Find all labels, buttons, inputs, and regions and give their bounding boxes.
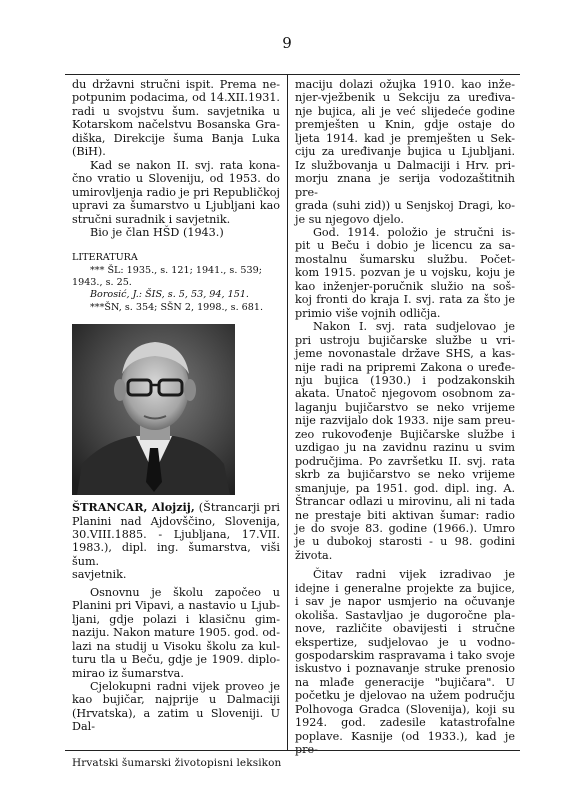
text-line: ciju za uređivanje bujica u Ljubljani. [295, 145, 515, 159]
text-line: okoliša. Sastavljao je dugoročne pla- [295, 608, 515, 622]
text-line: 30.VIII.1885. - Ljubljana, 17.VII. [72, 527, 280, 541]
text-line: laganju bujičarstvo se neko vrijeme [295, 400, 515, 414]
text-line: jeme novonastale države SHS, a kas- [295, 347, 515, 361]
text-line: njer-vježbenik u Sekciju za uređiva- [295, 91, 515, 105]
right-column [295, 78, 515, 757]
text-line: savjetnik. [72, 568, 127, 582]
text-line: morju znana je serija vodozaštitnih pre- [295, 172, 515, 199]
text-line: mostalnu šumarsku službu. Počet- [295, 252, 515, 266]
text-line: poplave. Kasnije (od 1933.), kad je pre- [295, 729, 515, 757]
text-line: (Hrvatska), a zatim u Sloveniji. U Dal- [72, 706, 280, 734]
text-line: Planini pri Vipavi, a nastavio u Ljub- [72, 599, 280, 613]
literature-item: *** ŠL: 1935., s. 121; 1941., s. 539; [90, 264, 262, 276]
text-line: diška, Direkcije šuma Banja Luka [72, 131, 280, 145]
text-line: nove, različite obavijesti i stručne [295, 622, 515, 636]
text-line: Iz službovanja u Dalmaciji i Hrv. pri- [295, 158, 515, 172]
paragraph [295, 320, 515, 562]
text-line: kao inženjer-poručnik služio na soš- [295, 279, 515, 293]
text-line: Kotarskom načelstvu Bosanska Gra- [72, 118, 280, 132]
text-line: Planini nad Ajdovščino, Slovenija, [72, 514, 280, 528]
text-line: pri ustroju bujičarske službe u vri- [295, 333, 515, 347]
text-line: 1924. god. zadesile katastrofalne [295, 716, 515, 730]
text-line: života. [295, 548, 333, 562]
text-line: kao bujičar, najprije u Dalmaciji [72, 693, 280, 707]
text-line: akata. Unatoč njegovom osobnom za- [295, 387, 515, 401]
text-line: Nakon I. svj. rata sudjelovao je [313, 320, 515, 334]
text-line: smanjuje, pa 1951. god. dipl. ing. A. [295, 481, 515, 495]
bottom-rule [65, 750, 520, 751]
entry-header-line [72, 501, 280, 514]
text-line: upravi za šumarstvo u Ljubljani kao [72, 199, 280, 213]
portrait-photo [72, 324, 235, 495]
text-line: ljeta 1914. kad je premješten u Sek- [295, 131, 515, 145]
literature-heading: LITERATURA [72, 252, 138, 264]
text-line: je u dubokoj starosti - u 98. godini [295, 535, 515, 549]
entry-name: ŠTRANCAR, Alojzij, [72, 500, 195, 515]
text-line: i sav je napor usmjerio na očuvanje [295, 595, 515, 609]
text-line: radi u svojstvu šum. savjetnika u [72, 104, 280, 118]
text-line: grada (suhi zid)) u Senjskoj Dragi, ko- [295, 199, 515, 213]
text-line: maciju dolazi ožujka 1910. kao inže- [295, 78, 515, 91]
text-line: gospodarskim raspravama i tako svoje [295, 649, 515, 663]
text-line: ne prestaje biti aktivan šumar: radio [295, 508, 515, 522]
page-number: 9 [282, 34, 292, 52]
text-line: na mlađe generacije "bujičara". U [295, 675, 515, 689]
paragraph [295, 226, 515, 320]
footer-title: Hrvatski šumarski životopisni leksikon [72, 757, 282, 769]
literature-list [72, 265, 280, 314]
text-line: nije radi na pripremi Zakona o uređe- [295, 360, 515, 374]
text-line: mirao iz šumarstva. [72, 666, 184, 680]
text-line: naziju. Nakon mature 1905. god. od- [72, 626, 280, 640]
text-line: turu tla u Beču, gdje je 1909. diplo- [72, 653, 280, 667]
text-line: koj fronti do kraja I. svj. rata za što je [295, 293, 515, 307]
text-line: nije razvijalo dok 1933. nije sam preu- [295, 414, 515, 428]
literature-item: ***ŠN, s. 354; SŠN 2, 1998., s. 681. [90, 301, 264, 313]
text-line: područjima. Po završetku II. svj. rata [295, 454, 515, 468]
text-line: zeo rukovođenje Bujičarske službe i [295, 427, 515, 441]
text-line: Štrancar odlazi u mirovinu, ali ni tada [295, 495, 515, 509]
text-line: Bio je član HŠD (1943.) [90, 225, 224, 239]
text-line: skrb za bujičarstvo se neko vrijeme [295, 468, 515, 482]
paragraph [72, 78, 280, 159]
left-column [72, 78, 280, 734]
entry-header [72, 501, 280, 582]
literature-item: Borosić, J.: ŠIS, s. 5, 53, 94, 151. [90, 289, 249, 301]
text-line: du državni stručni ispit. Prema ne- [72, 78, 280, 91]
paragraph [72, 159, 280, 226]
text-line: nje bujica, ali je već slijedeće godine [295, 104, 515, 118]
text-line: ekspertize, sudjelovao je u vodno- [295, 635, 515, 649]
text-line: Polhovoga Gradca (Slovenija), koji su [295, 702, 515, 716]
column-divider [287, 74, 288, 750]
text-line: 1983.), dipl. ing. šumarstva, viši šum. [72, 541, 280, 568]
text-line: Osnovnu je školu započeo u [90, 585, 280, 599]
text-line: nju bujica (1930.) i podzakonskih [295, 373, 515, 387]
text-line: uzdigao ju na zavidnu razinu u svim [295, 441, 515, 455]
text-line: stručni suradnik i savjetnik. [72, 212, 231, 226]
paragraph [72, 586, 280, 680]
literature-item: 1943., s. 25. [72, 277, 132, 289]
paragraph [295, 568, 515, 756]
text-line: čno vratio u Sloveniju, od 1953. do [72, 172, 280, 186]
text-line: ljani, gdje polazi i klasičnu gim- [72, 612, 280, 626]
paragraph [295, 78, 515, 226]
text-line: lazi na studij u Visoku školu za kul- [72, 639, 280, 653]
text-line: Čitav radni vijek izradivao je [313, 568, 515, 582]
text-line: God. 1914. položio je stručni is- [313, 225, 515, 239]
top-rule [65, 74, 520, 75]
paragraph [72, 680, 280, 734]
paragraph [72, 226, 280, 239]
text-line: je su njegovo djelo. [295, 212, 404, 226]
text-line: premješten u Knin, gdje ostaje do [295, 118, 515, 132]
text-line: Cjelokupni radni vijek proveo je [90, 679, 280, 693]
text-line: idejne i generalne projekte za bujice, [295, 581, 515, 595]
text-line: iskustvo i poznavanje struke prenosio [295, 662, 515, 676]
text-line: početku je djelovao na užem području [295, 689, 515, 703]
text-line: (BiH). [72, 145, 106, 159]
text-line: kom 1915. pozvan je u vojsku, koju je [295, 266, 515, 280]
portrait-image [72, 324, 235, 495]
text-line: Kad se nakon II. svj. rata kona- [90, 158, 280, 172]
text-line: pit u Beču i dobio je licencu za sa- [295, 239, 515, 253]
text-line: umirovljenja radio je pri Republičkoj [72, 185, 280, 199]
entry-birthplace: (Štrancarji pri [198, 501, 280, 515]
text-line: potpunim podacima, od 14.XII.1931. [72, 91, 280, 105]
text-line: primio više vojnih odličja. [295, 306, 441, 320]
text-line: je do svoje 83. godine (1966.). Umro [295, 521, 515, 535]
